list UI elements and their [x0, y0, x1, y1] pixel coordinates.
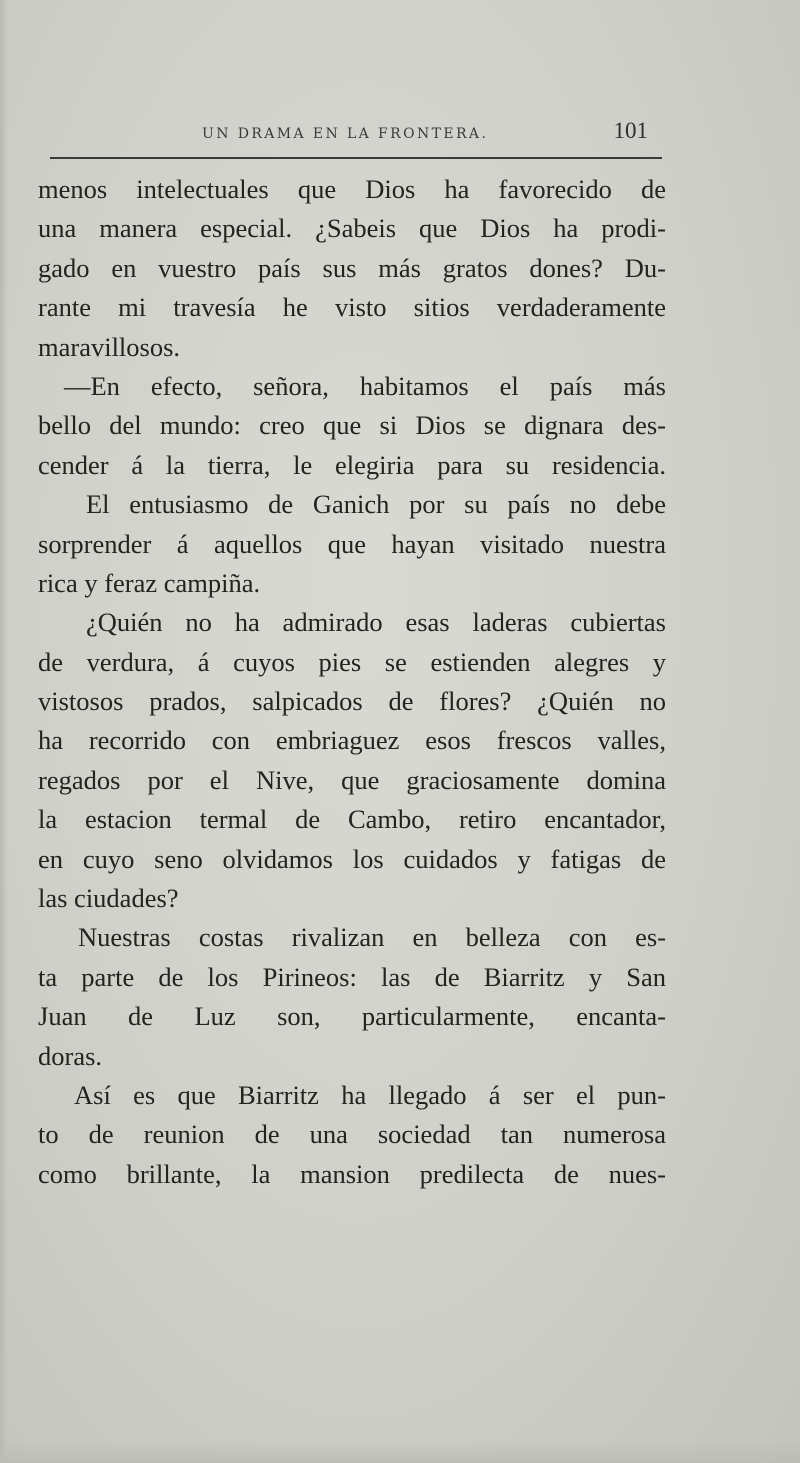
- text-line: ha recorrido con embriaguez esos frescos valles,: [38, 725, 666, 756]
- text-line: maravillosos.: [38, 331, 181, 362]
- text-line: Juan de Luz son, particularmente, encanta-: [38, 1001, 666, 1032]
- text-line: to de reunion de una sociedad tan numerosa: [38, 1119, 666, 1150]
- text-line: cender á la tierra, le elegiria para su residencia.: [38, 449, 666, 480]
- text-line: sorprender á aquellos que hayan visitado nuestra: [38, 528, 666, 559]
- header-rule: [50, 157, 662, 159]
- text-line: doras.: [38, 1040, 103, 1071]
- text-line: ta parte de los Pirineos: las de Biarritz y San: [38, 961, 666, 992]
- text-line: —En efecto, señora, habitamos el país más: [64, 370, 666, 401]
- text-line: vistosos prados, salpicados de flores? ¿Quién no: [38, 686, 666, 717]
- running-title: UN DRAMA EN LA FRONTERA.: [202, 126, 489, 142]
- paragraph: [38, 170, 666, 367]
- text-line: de verdura, á cuyos pies se estienden alegres y: [38, 646, 666, 677]
- text-line: rante mi travesía he visto sitios verdaderamente: [38, 292, 666, 323]
- paragraph: [38, 918, 666, 1076]
- text-line: rica y feraz campiña.: [38, 567, 261, 598]
- text-line: gado en vuestro país sus más gratos dones? Du-: [38, 252, 666, 283]
- text-line: la estacion termal de Cambo, retiro encantador,: [38, 804, 666, 835]
- page-bottom-shadow: [0, 1440, 800, 1463]
- page-spine-shadow: [0, 0, 8, 1463]
- text-line: Así es que Biarritz ha llegado á ser el pun-: [74, 1079, 666, 1110]
- text-line: regados por el Nive, que graciosamente domina: [38, 764, 666, 795]
- text-line: bello del mundo: creo que si Dios se dignara des-: [38, 410, 666, 441]
- text-line: menos intelectuales que Dios ha favorecido de: [38, 174, 666, 204]
- paragraph: [38, 485, 666, 603]
- text-line: en cuyo seno olvidamos los cuidados y fatigas de: [38, 843, 666, 874]
- text-line: El entusiasmo de Ganich por su país no debe: [86, 489, 666, 520]
- text-line: una manera especial. ¿Sabeis que Dios ha prodi-: [38, 213, 666, 244]
- page-number: 101: [613, 118, 648, 143]
- paragraph: [38, 603, 666, 918]
- text-line: las ciudades?: [38, 883, 179, 914]
- text-line: como brillante, la mansion predilecta de nues-: [38, 1158, 666, 1189]
- text-line: ¿Quién no ha admirado esas laderas cubiertas: [86, 607, 666, 638]
- body-text: [38, 170, 666, 1194]
- paragraph: [38, 1076, 666, 1194]
- text-line: Nuestras costas rivalizan en belleza con es-: [78, 922, 666, 953]
- paragraph: [38, 367, 666, 485]
- page-header: [40, 118, 662, 150]
